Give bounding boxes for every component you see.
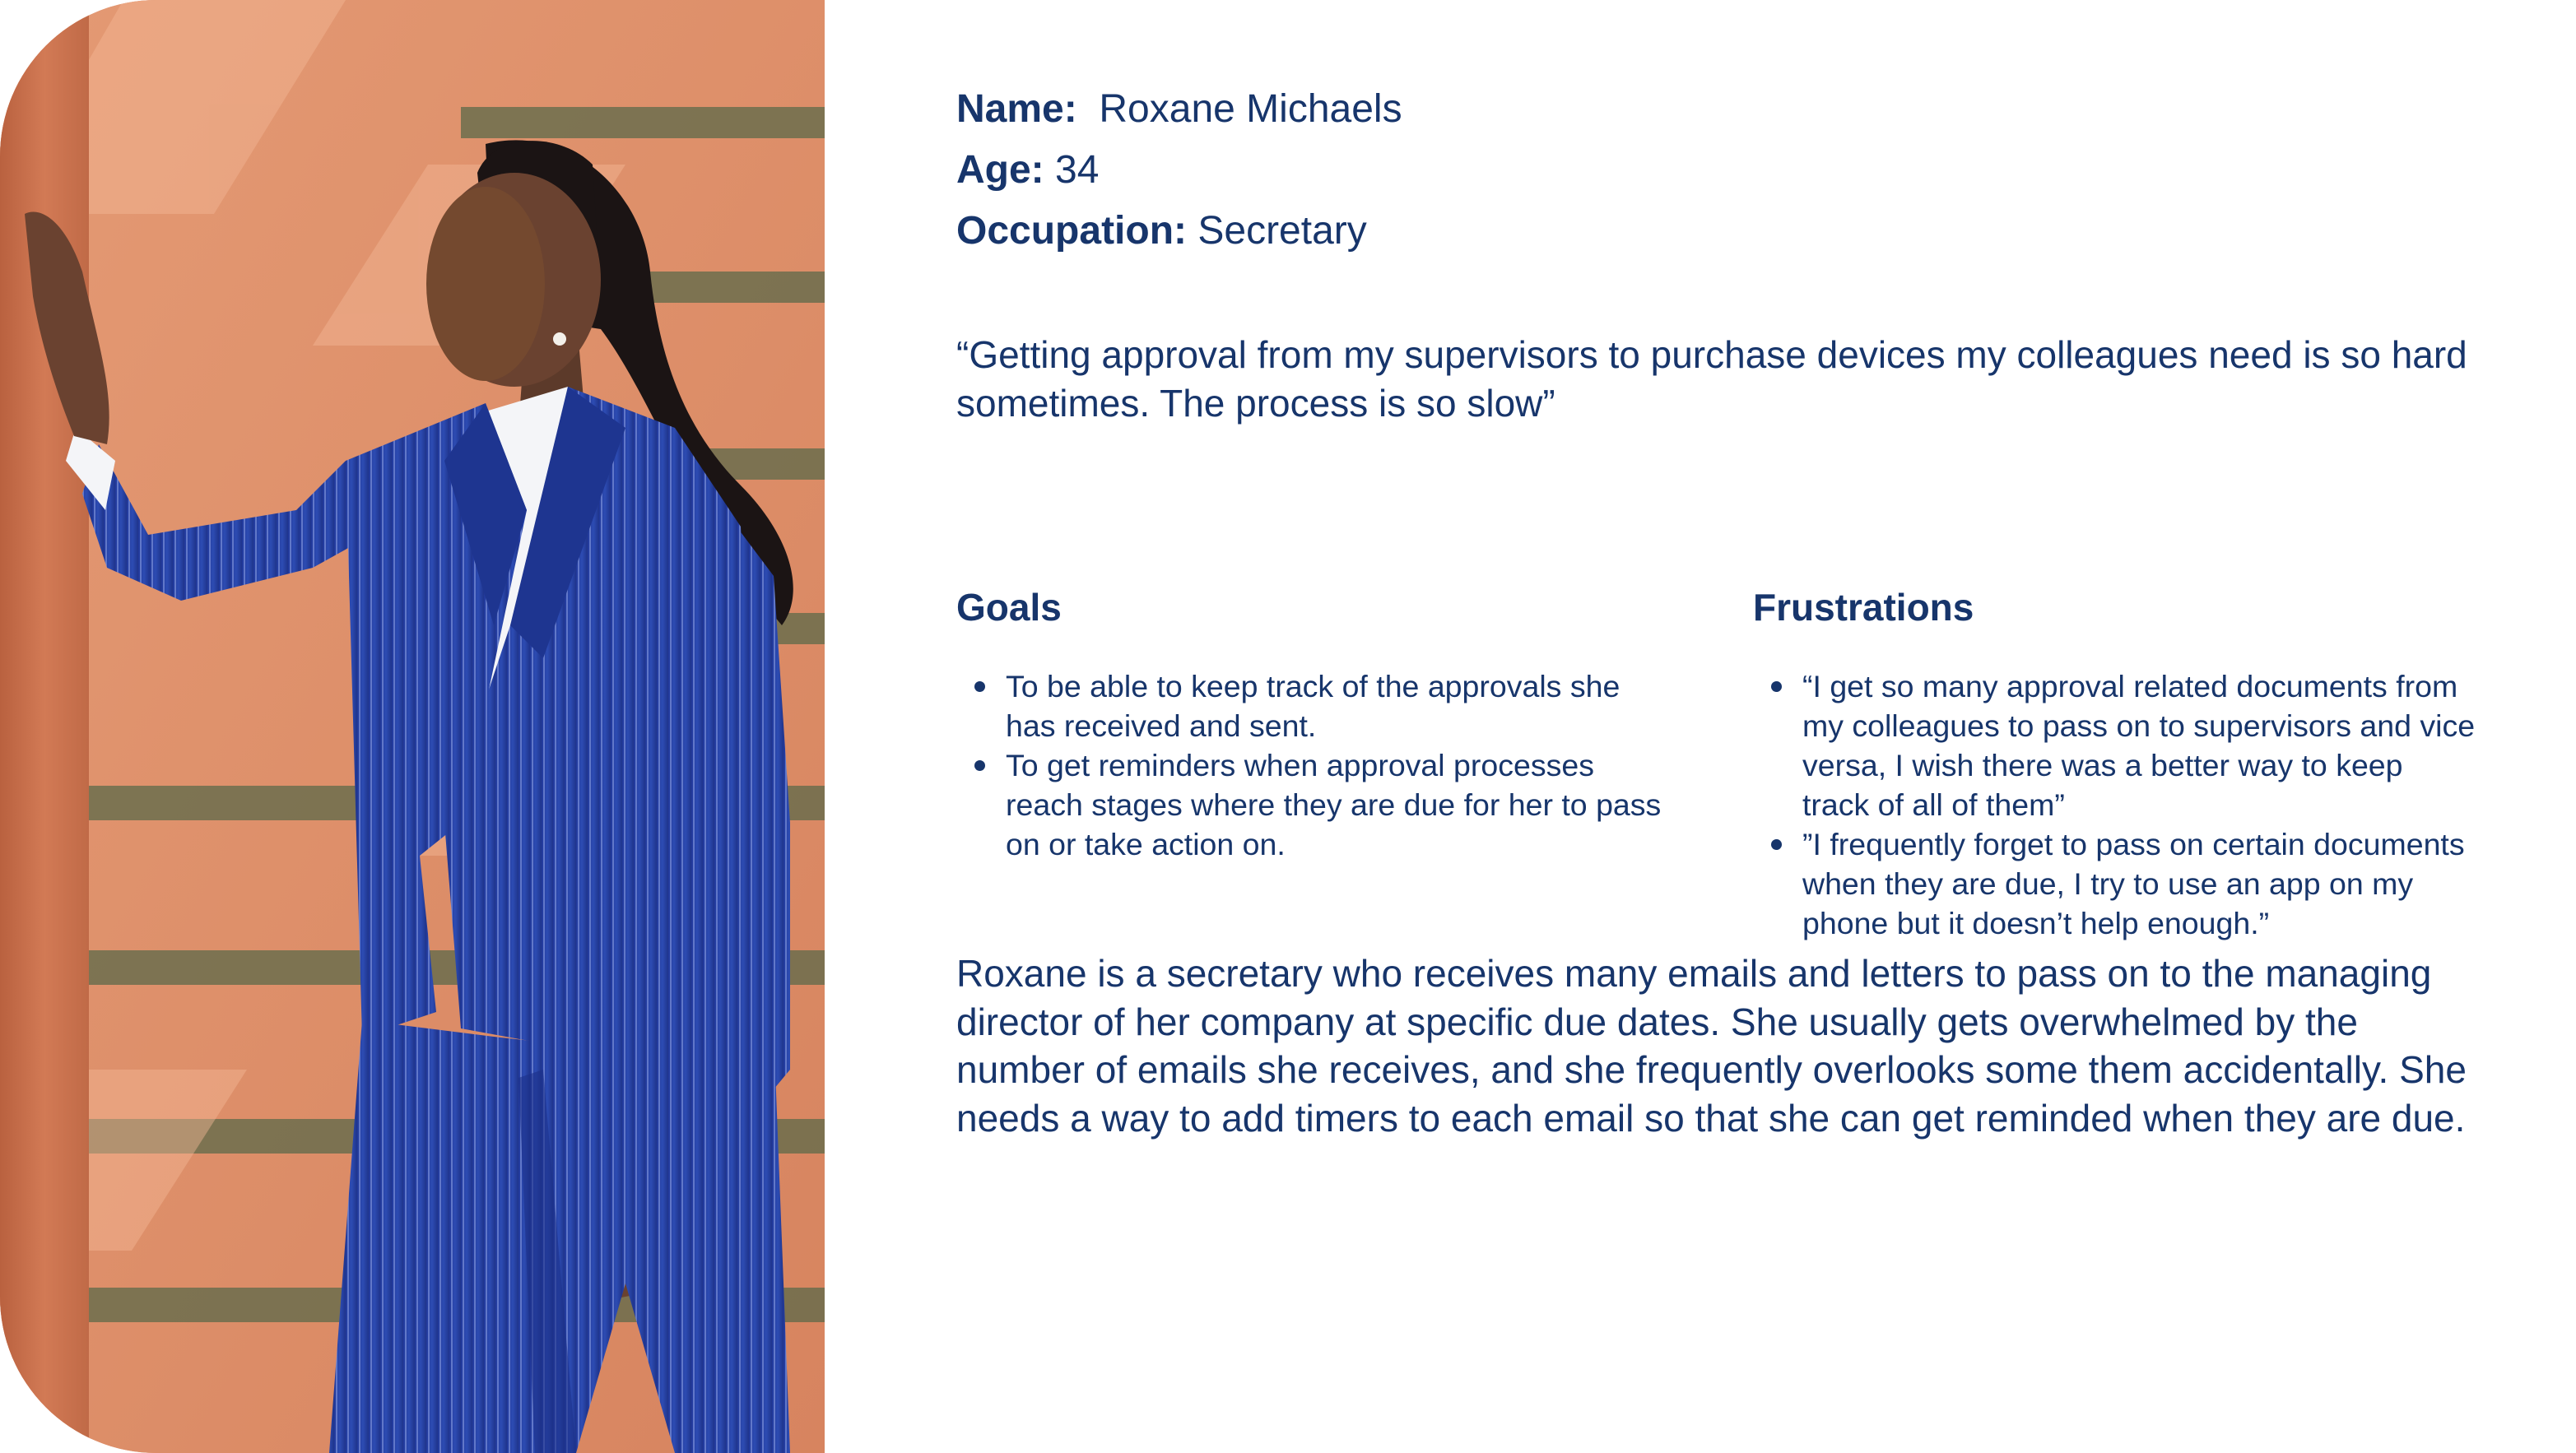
goal-text: To be able to keep track of the approvals she has received and sent. [1006, 669, 1620, 743]
list-item [1753, 824, 2477, 943]
goals-section [956, 583, 1672, 861]
goals-heading: Goals [956, 586, 1062, 629]
name-value: Roxane Michaels [1099, 87, 1402, 131]
list-item [1753, 666, 2477, 824]
frustrations-list [1753, 666, 2477, 943]
frustration-text: “I get so many approval related documents from my colleagues to pass on to supervisors and vice versa, I wish there was a better way to keep track of all of them” [1802, 669, 2476, 822]
persona-summary: Roxane is a secretary who receives many emails and letters to pass on to the managing director of her company at specific due dates. She usually gets overwhelmed by the number of emails she receives, and she frequently overlooks some them accidentally. She needs a way to add timers to each email so that she can get reminded when they are due. [956, 952, 2467, 1140]
frustration-text: ”I frequently forget to pass on certain documents when they are due, I try to use an app on my phone but it doesn’t help enough.” [1802, 827, 2465, 940]
frustrations-section [1753, 583, 2477, 940]
bullet-icon [1771, 681, 1782, 692]
age-label: Age: [956, 148, 1044, 192]
occupation-value: Secretary [1197, 209, 1367, 253]
goals-list [956, 666, 1672, 864]
occupation-label: Occupation: [956, 209, 1188, 253]
persona-photo-illustration [0, 0, 825, 1453]
list-item [956, 666, 1672, 745]
persona-photo [0, 0, 825, 1453]
persona-occupation-line [956, 201, 2479, 262]
name-label: Name: [956, 87, 1077, 131]
persona-content [956, 79, 2479, 1140]
age-value: 34 [1055, 148, 1100, 192]
persona-age-line [956, 140, 2479, 201]
persona-quote: “Getting approval from my supervisors to purchase devices my colleagues need is so hard sometimes. The process is so slow” [956, 333, 2467, 425]
persona-name-line [956, 79, 2479, 140]
frustrations-heading: Frustrations [1753, 586, 1974, 629]
bullet-icon [974, 760, 985, 771]
goal-text: To get reminders when approval processes reach stages where they are due for her to pass on or take action on. [1006, 748, 1662, 861]
bullet-icon [974, 681, 985, 692]
bullet-icon [1771, 839, 1782, 850]
list-item [956, 745, 1672, 864]
